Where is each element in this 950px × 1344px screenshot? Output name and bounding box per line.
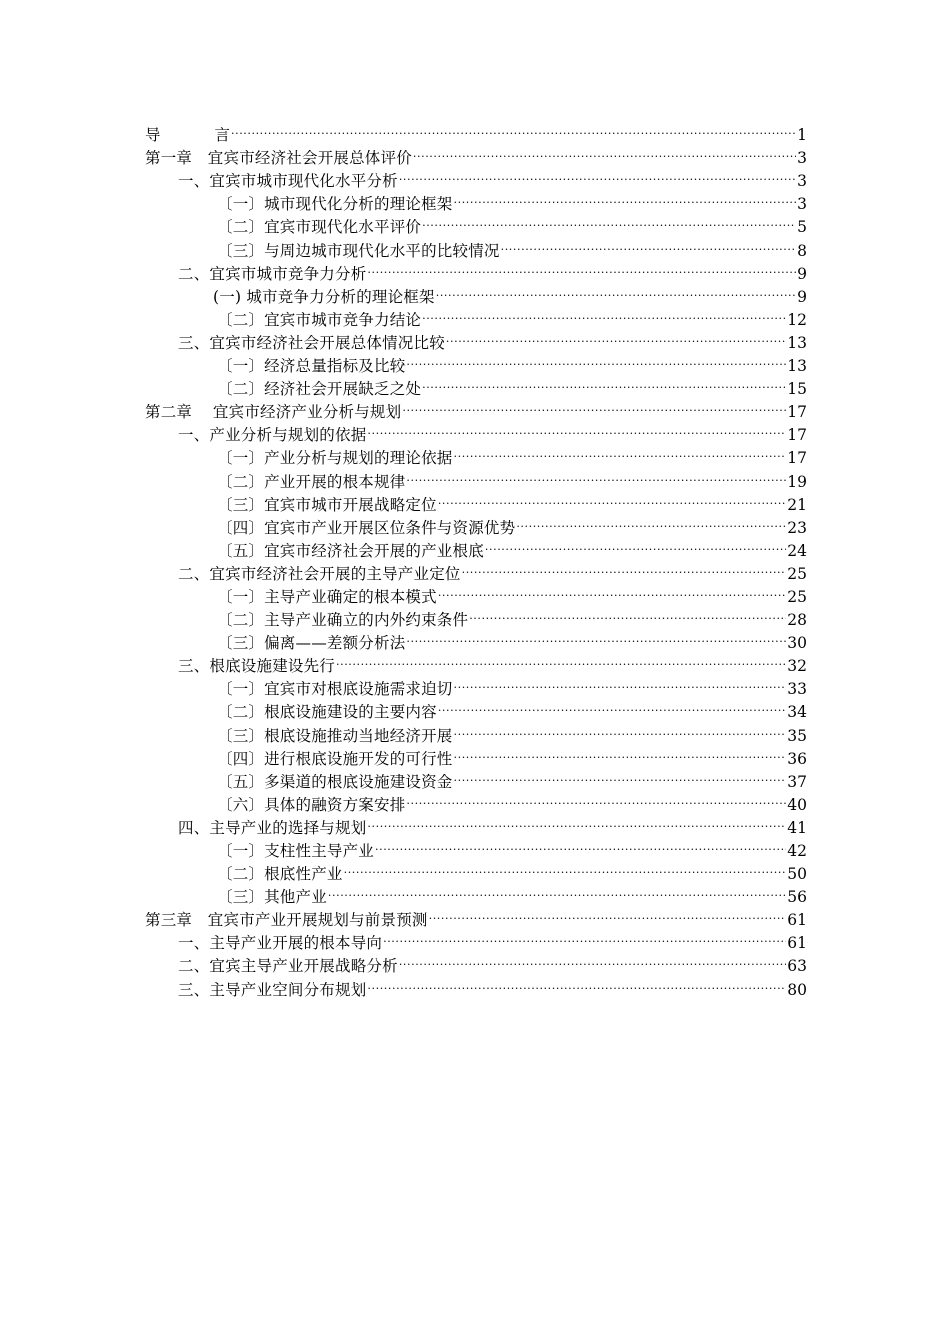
toc-entry-page: 9: [797, 287, 807, 306]
toc-entry-page: 13: [787, 333, 807, 352]
dot-leader: [422, 371, 786, 394]
toc-entry-page: 5: [797, 218, 807, 237]
dot-leader: [516, 510, 786, 533]
dot-leader: [485, 533, 786, 556]
toc-entry-title: 二、宜宾主导产业开展战略分析: [178, 957, 398, 976]
toc-entry-page: 25: [787, 564, 807, 583]
toc-entry-page: 56: [787, 888, 807, 907]
toc-entry-title: (一) 城市竞争力分析的理论框架: [213, 287, 435, 306]
toc-entry-title: 〔三〕根底设施推动当地经济开展: [217, 726, 453, 745]
toc-entry-title: 〔二〕经济社会开展缺乏之处: [217, 380, 422, 399]
toc-entry-title: 〔一〕产业分析与规划的理论依据: [217, 449, 453, 468]
toc-entry-page: 12: [787, 310, 807, 329]
toc-entry-title: 〔二〕根底性产业: [217, 865, 343, 884]
toc-entry-page: 21: [787, 495, 807, 514]
toc-entry-title: 〔二〕主导产业确立的内外约束条件: [217, 611, 469, 630]
dot-leader: [446, 325, 786, 348]
toc-entry-title: [145, 124, 230, 147]
toc-entry-page: 41: [787, 818, 807, 837]
dot-leader: [367, 971, 786, 994]
toc-entry-title: 〔五〕宜宾市经济社会开展的产业根底: [217, 541, 484, 560]
toc-entry[interactable]: [145, 117, 807, 145]
toc-entry-page: 1: [797, 126, 807, 145]
dot-leader: [454, 186, 797, 209]
toc-entry-page: 8: [797, 241, 807, 260]
toc-entry-page: 50: [787, 865, 807, 884]
toc-entry-page: 17: [787, 449, 807, 468]
dot-leader: [406, 348, 786, 371]
dot-leader: [454, 741, 787, 764]
dot-leader: [436, 279, 796, 302]
toc-entry-title: 四、主导产业的选择与规划: [178, 818, 367, 837]
toc-entry-page: 15: [787, 380, 807, 399]
toc-entry-title: 〔二〕产业开展的根本规律: [217, 472, 406, 491]
toc-intro-char-1: 导: [145, 126, 161, 145]
toc-entry-page: 61: [787, 934, 807, 953]
dot-leader: [406, 787, 786, 810]
toc-entry-title: 三、主导产业空间分布规划: [178, 980, 367, 999]
dot-leader: [438, 694, 786, 717]
dot-leader: [469, 602, 786, 625]
toc-entry-page: 3: [797, 195, 807, 214]
dot-leader: [406, 625, 786, 648]
dot-leader: [462, 556, 787, 579]
toc-entry-page: 3: [797, 149, 807, 168]
toc-entry-title: 三、根底设施建设先行: [178, 657, 336, 676]
dot-leader: [399, 163, 796, 186]
toc-entry-page: 24: [787, 541, 807, 560]
dot-leader: [438, 487, 786, 510]
toc-entry-title: 〔二〕根底设施建设的主要内容: [217, 703, 437, 722]
toc-entry-title: 〔四〕宜宾市产业开展区位条件与资源优势: [217, 518, 516, 537]
toc-entry-title: 〔一〕支柱性主导产业: [217, 842, 375, 860]
toc-entry-page: 80: [787, 980, 807, 999]
toc-entry-page: 17: [787, 403, 807, 422]
toc-entry-title: 〔三〕偏离——差额分析法: [217, 634, 406, 653]
dot-leader: [367, 810, 786, 833]
toc-entry-title: 〔一〕城市现代化分析的理论框架: [217, 195, 453, 214]
toc-entry-title: 第三章 宜宾市产业开展规划与前景预测: [145, 911, 428, 930]
toc-entry[interactable]: [145, 140, 807, 168]
toc-entry-title: 〔三〕与周边城市现代化水平的比较情况: [217, 241, 500, 260]
toc-entry-page: 13: [787, 357, 807, 376]
toc-intro-char-2: 言: [214, 126, 230, 145]
toc-entry-page: 61: [787, 911, 807, 930]
toc-entry-title: 〔五〕多渠道的根底设施建设资金: [217, 772, 453, 791]
dot-leader: [367, 256, 796, 279]
toc-entry-page: 9: [797, 264, 807, 283]
dot-leader: [383, 925, 786, 948]
toc-entry-title: 〔一〕宜宾市对根底设施需求迫切: [217, 680, 453, 699]
toc-entry-title: 〔一〕经济总量指标及比较: [217, 357, 406, 376]
toc-entry-page: 63: [787, 957, 807, 976]
toc-entry-page: 42: [787, 842, 807, 860]
dot-leader: [336, 648, 786, 671]
toc-entry-title: 〔二〕宜宾市城市竞争力结论: [217, 310, 422, 329]
toc-entry-title: 一、宜宾市城市现代化水平分析: [178, 172, 398, 191]
toc-entry-title: 第二章 宜宾市经济产业分析与规划: [145, 403, 402, 422]
dot-leader: [344, 856, 787, 879]
toc-entry-title: 〔四〕进行根底设施开发的可行性: [217, 749, 453, 768]
dot-leader: [454, 764, 787, 787]
toc-entry-page: 36: [787, 749, 807, 768]
dot-leader: [367, 417, 786, 440]
toc-entry-page: 28: [787, 611, 807, 630]
toc-entry-title: 第一章 宜宾市经济社会开展总体评价: [145, 149, 412, 168]
dot-leader: [454, 440, 787, 463]
dot-leader: [402, 394, 786, 417]
toc-entry-page: 23: [787, 518, 807, 537]
dot-leader: [413, 140, 796, 163]
dot-leader: [328, 879, 786, 902]
dot-leader: [406, 463, 786, 486]
toc-entry-title: 〔一〕主导产业确定的根本模式: [217, 587, 437, 606]
dot-leader: [375, 833, 786, 856]
dot-leader: [454, 671, 787, 694]
toc-entry-title: 〔二〕宜宾市现代化水平评价: [217, 218, 422, 237]
toc-entry-title: 三、宜宾市经济社会开展总体情况比较: [178, 333, 445, 352]
toc-entry-page: 17: [787, 426, 807, 445]
toc-entry-title: 一、产业分析与规划的依据: [178, 426, 367, 445]
toc-entry-page: 35: [787, 726, 807, 745]
toc-entry-title: 二、宜宾市经济社会开展的主导产业定位: [178, 564, 461, 583]
dot-leader: [422, 209, 796, 232]
dot-leader: [501, 232, 797, 255]
toc-entry-title: 〔六〕具体的融资方案安排: [217, 795, 406, 814]
toc-entry-page: 33: [787, 680, 807, 699]
dot-leader: [454, 717, 787, 740]
dot-leader: [422, 302, 786, 325]
toc-entry-title: 二、宜宾市城市竞争力分析: [178, 264, 367, 283]
dot-leader: [429, 902, 787, 925]
toc-entry-page: 19: [787, 472, 807, 491]
toc-entry-page: 25: [787, 587, 807, 606]
table-of-contents: [145, 117, 807, 999]
toc-entry-title: 一、主导产业开展的根本导向: [178, 934, 383, 953]
dot-leader: [399, 948, 786, 971]
toc-entry-page: 37: [787, 772, 807, 791]
toc-entry-page: 40: [787, 795, 807, 814]
toc-entry-page: 34: [787, 703, 807, 722]
toc-entry-title: 〔三〕其他产业: [217, 888, 327, 907]
toc-entry-page: 30: [787, 634, 807, 653]
toc-entry-page: 32: [787, 657, 807, 676]
toc-entry-page: 3: [797, 172, 807, 191]
dot-leader: [438, 579, 786, 602]
dot-leader: [231, 117, 796, 140]
toc-entry-title: 〔三〕宜宾市城市开展战略定位: [217, 495, 437, 514]
